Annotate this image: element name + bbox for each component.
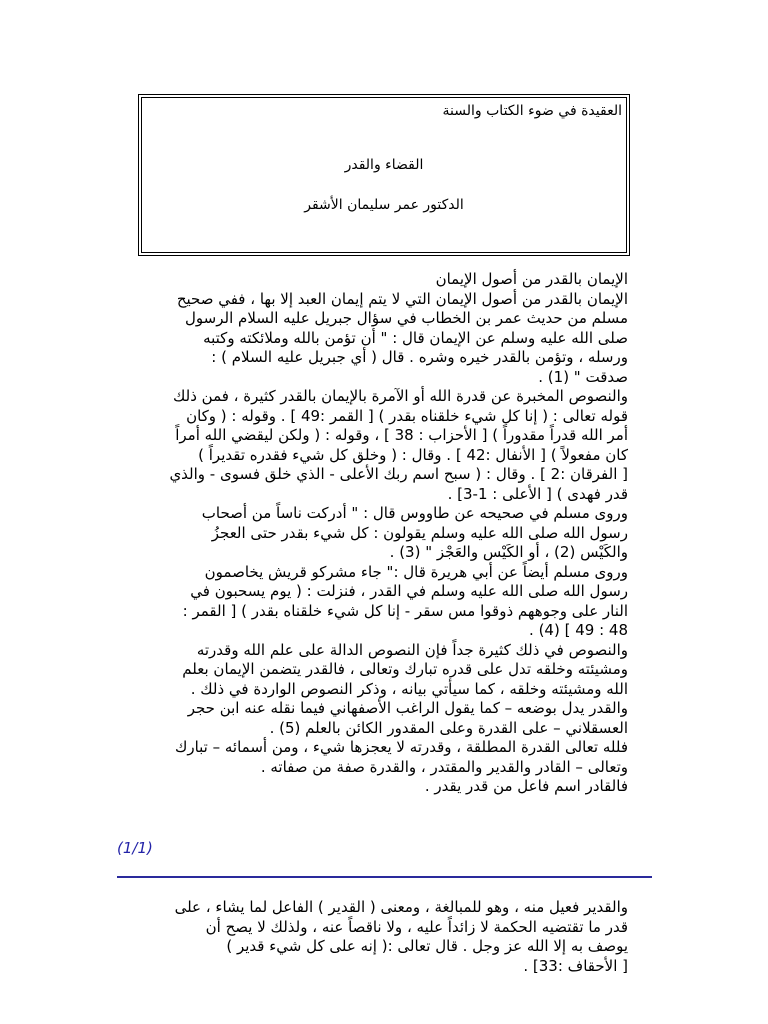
text-line: والنصوص المخبرة عن قدرة الله أو الآمرة بالإيمان بالقدر كثيرة ، فمن ذلك [172, 387, 628, 405]
page-number: (1/1) [117, 839, 153, 857]
title-box-inner [141, 97, 627, 253]
title-box [138, 94, 630, 256]
text-line: [ الفرقان :2 ] . وقال : ( سبح اسم ربك الأعلى - الذي خلق فسوى - والذي [169, 465, 628, 483]
book-title: القضاء والقدر [344, 157, 424, 173]
text-line: وتعالى – القادر والقدير والمقتدر ، والقدرة صفة من صفاته . [260, 757, 628, 776]
continuation-text [100, 898, 628, 976]
main-text [100, 270, 628, 797]
text-line: كان مفعولاً ) [ الأنفال :42 ] . وقال : ( وخلق كل شيء فقدره تقديراً ) [198, 445, 628, 464]
text-line: النار على وجوههم ذوقوا مس سقر - إنا كل شيء خلقناه بقدر ) [ القمر : [182, 601, 628, 620]
text-line: يوصف به إلا الله عز وجل . قال تعالى :( إنه على كل شيء قدير ) [226, 937, 628, 955]
text-line: وروى مسلم في صحيحه عن طاووس قال : " أدركت ناساً من أصحاب [201, 504, 628, 522]
text-line: [ الأحقاف :33] . [523, 956, 628, 975]
text-line: والقدر يدل بوضعه – كما يقول الراغب الأصفهاني فيما نقله عنه ابن حجر [187, 699, 628, 717]
text-line: رسول الله صلى الله عليه وسلم في القدر ، فنزلت : ( يوم يسحبون في [190, 582, 628, 600]
author-name: الدكتور عمر سليمان الأشقر [304, 197, 464, 213]
text-line: صلى الله عليه وسلم عن الإيمان قال : " أن تؤمن بالله وملائكته وكتبه [203, 328, 628, 347]
series-title: العقيدة في ضوء الكتاب والسنة [442, 103, 622, 119]
text-line: ورسله ، وتؤمن بالقدر خيره وشره . قال ( أي جبريل عليه السلام ) : [211, 348, 628, 366]
text-line: وروى مسلم أيضاً عن أبي هريرة قال :" جاء مشركو قريش يخاصمون [204, 562, 628, 581]
text-line: الله ومشيئته وخلقه ، كما سيأتي بيانه ، وذكر النصوص الواردة في ذلك . [190, 679, 628, 698]
text-line: صدقت " (1) . [538, 367, 628, 386]
text-line: مسلم من حديث عمر بن الخطاب في سؤال جبريل عليه السلام الرسول [185, 309, 628, 327]
text-line: قدر فهدى ) [ الأعلى : 1-3] . [447, 484, 628, 503]
text-line: الإيمان بالقدر من أصول الإيمان التي لا يتم إيمان العبد إلا بها ، ففي صحيح [176, 289, 628, 308]
page-divider [117, 876, 652, 878]
text-line: والنصوص في ذلك كثيرة جداً فإن النصوص الدالة على علم الله وقدرته [196, 640, 628, 659]
text-line: ومشيئته وخلقه تدل على قدره تبارك وتعالى ، فالقدر يتضمن الإيمان بعلم [182, 660, 628, 678]
text-line: 48 : 49 ] (4) . [529, 621, 628, 639]
text-line: أمر الله قدراً مقدوراً ) [ الأحزاب : 38 ] ، وقوله : ( ولكن ليقضي الله أمراً [175, 426, 628, 444]
text-line: العسقلاني – على القدرة وعلى المقدور الكائن بالعلم (5) . [269, 718, 628, 737]
text-line: والكَيْس (2) ، أو الكَيْس والعَجْز " (3) . [389, 543, 628, 561]
text-line: والقدير فعيل منه ، وهو للمبالغة ، ومعنى ( القدير ) الفاعل لما يشاء ، على [174, 898, 628, 916]
text-line: فلله تعالى القدرة المطلقة ، وقدرته لا يعجزها شيء ، ومن أسمائه – تبارك [174, 738, 628, 756]
text-line: قوله تعالى : ( إنا كل شيء خلقناه بقدر ) [ القمر :49 ] . وقوله : ( وكان [186, 406, 628, 425]
text-line: قدر ما تقتضيه الحكمة لا زائداً عليه ، ولا ناقصاً عنه ، ولذلك لا يصح أن [205, 917, 628, 936]
text-line: رسول الله صلى الله عليه وسلم يقولون : كل شيء بقدر حتى العجزُ [211, 523, 628, 542]
text-line: فالقادر اسم فاعل من قدر يقدر . [424, 777, 628, 795]
text-line: الإيمان بالقدر من أصول الإيمان [435, 270, 628, 288]
